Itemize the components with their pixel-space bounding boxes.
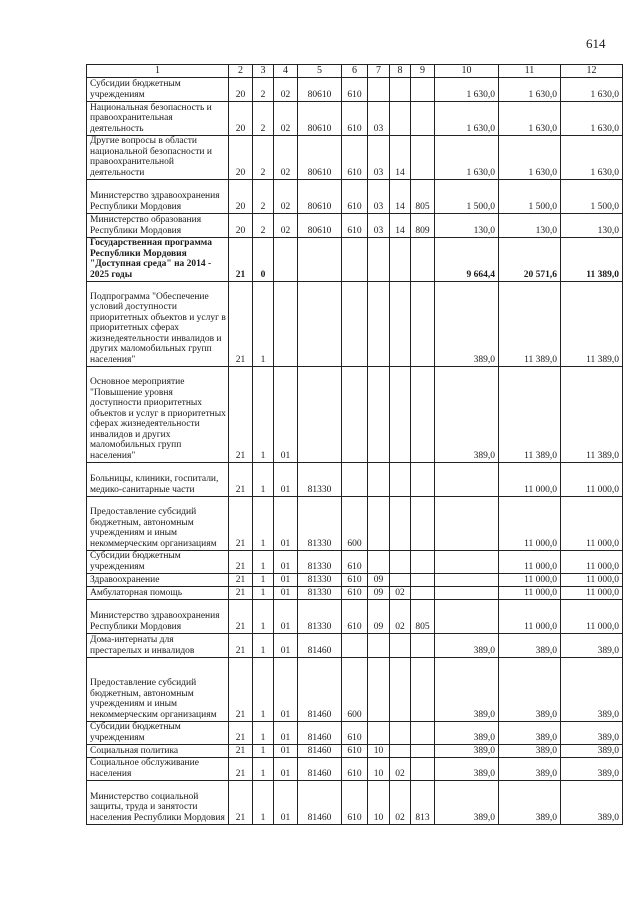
amount-2024: 11 000,0 [499,463,561,497]
gp-code: 02 [274,136,298,180]
prz-code: 1 [253,282,274,367]
rz-code: 21 [229,463,253,497]
amount-2023: 389,0 [435,781,499,825]
subsection-code: 02 [390,781,411,825]
vr-code [342,282,368,367]
rz-code: 21 [229,238,253,282]
rz-code: 21 [229,758,253,781]
vr-code: 610 [342,551,368,574]
gp-code: 02 [274,180,298,214]
gp-code: 01 [274,551,298,574]
amount-2024: 389,0 [499,781,561,825]
gp-code: 01 [274,587,298,600]
table-row [87,463,623,497]
grbs-code [411,102,435,136]
amount-2024: 11 000,0 [499,574,561,587]
csr-code: 81330 [298,574,342,587]
gp-code [274,282,298,367]
amount-2024: 11 389,0 [499,282,561,367]
amount-2025: 1 500,0 [561,180,623,214]
vr-code: 610 [342,745,368,758]
vr-code: 610 [342,180,368,214]
table-row [87,658,623,722]
budget-table [86,64,623,825]
rz-code: 21 [229,367,253,463]
amount-2023: 389,0 [435,658,499,722]
grbs-code [411,574,435,587]
table-row [87,722,623,745]
amount-2023 [435,497,499,551]
vr-code [342,238,368,282]
csr-code: 81460 [298,758,342,781]
row-name: Дома-интернаты для престарелых и инвалидов [87,634,229,658]
section-code: 10 [368,758,390,781]
section-code [368,367,390,463]
subsection-code [390,497,411,551]
table-row [87,136,623,180]
amount-2025: 1 630,0 [561,78,623,102]
table-row [87,574,623,587]
rz-code: 21 [229,722,253,745]
grbs-code [411,745,435,758]
csr-code: 80610 [298,78,342,102]
section-code [368,551,390,574]
amount-2025: 11 000,0 [561,551,623,574]
subsection-code [390,367,411,463]
prz-code: 2 [253,180,274,214]
section-code [368,463,390,497]
grbs-code [411,136,435,180]
gp-code: 01 [274,722,298,745]
subsection-code: 14 [390,214,411,238]
csr-code [298,282,342,367]
amount-2024: 11 000,0 [499,600,561,634]
prz-code: 2 [253,214,274,238]
row-name: Подпрограмма "Обеспечение условий доступности приоритетных объектов и услуг в приоритетных сферах жизнедеятельности инвалидов и других маломобильных групп населения" [87,282,229,367]
csr-code: 81330 [298,551,342,574]
row-name: Министерство здравоохранения Республики Мордовия [87,180,229,214]
table-row [87,78,623,102]
gp-code: 01 [274,745,298,758]
rz-code: 20 [229,78,253,102]
table-row [87,600,623,634]
vr-code [342,634,368,658]
amount-2025: 11 389,0 [561,367,623,463]
prz-code: 1 [253,497,274,551]
row-name: Национальная безопасность и правоохранительная деятельность [87,102,229,136]
rz-code: 21 [229,600,253,634]
prz-code: 2 [253,102,274,136]
section-code [368,634,390,658]
table-row [87,367,623,463]
grbs-code: 809 [411,214,435,238]
grbs-code: 805 [411,180,435,214]
gp-code: 02 [274,214,298,238]
amount-2025: 130,0 [561,214,623,238]
amount-2025: 11 389,0 [561,282,623,367]
csr-code: 81330 [298,463,342,497]
grbs-code [411,587,435,600]
prz-code: 1 [253,463,274,497]
amount-2025: 11 000,0 [561,463,623,497]
table-row [87,745,623,758]
vr-code: 610 [342,574,368,587]
amount-2023 [435,551,499,574]
amount-2024: 11 000,0 [499,551,561,574]
vr-code: 600 [342,658,368,722]
subsection-code [390,658,411,722]
section-code [368,658,390,722]
vr-code: 610 [342,102,368,136]
amount-2024: 389,0 [499,722,561,745]
prz-code: 1 [253,587,274,600]
column-header: 5 [298,65,342,78]
rz-code: 21 [229,282,253,367]
section-code: 03 [368,136,390,180]
row-name: Министерство образования Республики Мордовия [87,214,229,238]
rz-code: 21 [229,745,253,758]
amount-2024: 11 389,0 [499,367,561,463]
rz-code: 20 [229,102,253,136]
grbs-code [411,367,435,463]
vr-code: 610 [342,136,368,180]
csr-code: 81330 [298,600,342,634]
amount-2023 [435,587,499,600]
vr-code: 600 [342,497,368,551]
amount-2025: 11 000,0 [561,574,623,587]
amount-2025: 11 389,0 [561,238,623,282]
table-row [87,282,623,367]
vr-code: 610 [342,214,368,238]
section-code [368,497,390,551]
prz-code: 1 [253,551,274,574]
gp-code: 01 [274,463,298,497]
section-code: 03 [368,102,390,136]
csr-code: 81460 [298,722,342,745]
gp-code: 01 [274,574,298,587]
amount-2025: 389,0 [561,658,623,722]
subsection-code: 02 [390,587,411,600]
row-name: Больницы, клиники, госпитали, медико-санитарные части [87,463,229,497]
csr-code [298,367,342,463]
gp-code: 01 [274,497,298,551]
prz-code: 1 [253,367,274,463]
amount-2024: 130,0 [499,214,561,238]
grbs-code [411,658,435,722]
csr-code: 80610 [298,136,342,180]
prz-code: 1 [253,745,274,758]
prz-code: 1 [253,758,274,781]
amount-2024: 1 500,0 [499,180,561,214]
section-code: 10 [368,745,390,758]
column-header: 7 [368,65,390,78]
table-row [87,497,623,551]
prz-code: 1 [253,574,274,587]
subsection-code: 14 [390,180,411,214]
row-name: Здравоохранение [87,574,229,587]
gp-code: 01 [274,781,298,825]
section-code: 03 [368,180,390,214]
vr-code: 610 [342,587,368,600]
rz-code: 21 [229,574,253,587]
grbs-code [411,282,435,367]
csr-code: 81460 [298,634,342,658]
grbs-code [411,551,435,574]
grbs-code [411,722,435,745]
amount-2024: 389,0 [499,745,561,758]
amount-2024: 389,0 [499,658,561,722]
rz-code: 20 [229,136,253,180]
subsection-code: 14 [390,136,411,180]
grbs-code: 805 [411,600,435,634]
table-row [87,587,623,600]
amount-2023: 389,0 [435,745,499,758]
rz-code: 20 [229,180,253,214]
csr-code: 81330 [298,497,342,551]
rz-code: 21 [229,587,253,600]
page-number: 614 [586,36,606,51]
grbs-code [411,78,435,102]
column-header: 11 [499,65,561,78]
amount-2023: 1 630,0 [435,78,499,102]
section-code: 09 [368,600,390,634]
amount-2025: 389,0 [561,781,623,825]
column-header: 8 [390,65,411,78]
amount-2024: 389,0 [499,634,561,658]
grbs-code [411,758,435,781]
vr-code: 610 [342,78,368,102]
prz-code: 1 [253,781,274,825]
column-header: 4 [274,65,298,78]
subsection-code [390,634,411,658]
section-code: 09 [368,587,390,600]
row-name: Основное мероприятие "Повышение уровня доступности приоритетных объектов и услуг в приоритетных сферах жизнедеятельности инвалидов и других маломобильных групп населения" [87,367,229,463]
subsection-code [390,282,411,367]
gp-code [274,238,298,282]
amount-2023: 130,0 [435,214,499,238]
amount-2025: 11 000,0 [561,497,623,551]
column-header-row [87,65,623,78]
subsection-code [390,745,411,758]
column-header: 1 [87,65,229,78]
amount-2025: 1 630,0 [561,102,623,136]
amount-2025: 389,0 [561,634,623,658]
grbs-code: 813 [411,781,435,825]
amount-2025: 11 000,0 [561,587,623,600]
amount-2024: 1 630,0 [499,78,561,102]
table-row [87,551,623,574]
amount-2023 [435,600,499,634]
vr-code: 610 [342,600,368,634]
csr-code: 80610 [298,180,342,214]
vr-code [342,463,368,497]
rz-code: 21 [229,497,253,551]
amount-2025: 1 630,0 [561,136,623,180]
amount-2025: 389,0 [561,722,623,745]
section-code: 09 [368,574,390,587]
csr-code: 81460 [298,781,342,825]
column-header: 9 [411,65,435,78]
csr-code: 81460 [298,658,342,722]
gp-code: 01 [274,658,298,722]
amount-2024: 1 630,0 [499,136,561,180]
row-name: Субсидии бюджетным учреждениям [87,722,229,745]
vr-code [342,367,368,463]
gp-code: 01 [274,600,298,634]
amount-2024: 1 630,0 [499,102,561,136]
table-row [87,238,623,282]
amount-2023: 1 500,0 [435,180,499,214]
rz-code: 21 [229,781,253,825]
section-code [368,722,390,745]
csr-code [298,238,342,282]
table-row [87,758,623,781]
vr-code: 610 [342,781,368,825]
row-name: Субсидии бюджетным учреждениям [87,551,229,574]
row-name: Предоставление субсидий бюджетным, автономным учреждениям и иным некоммерческим организациям [87,658,229,722]
gp-code: 02 [274,102,298,136]
row-name: Предоставление субсидий бюджетным, автономным учреждениям и иным некоммерческим организациям [87,497,229,551]
amount-2023 [435,463,499,497]
subsection-code [390,463,411,497]
row-name: Субсидии бюджетным учреждениям [87,78,229,102]
gp-code: 01 [274,634,298,658]
row-name: Социальное обслуживание населения [87,758,229,781]
row-name: Социальная политика [87,745,229,758]
table-row [87,781,623,825]
row-name: Амбулаторная помощь [87,587,229,600]
amount-2023: 389,0 [435,758,499,781]
grbs-code [411,497,435,551]
subsection-code [390,238,411,282]
amount-2024: 11 000,0 [499,587,561,600]
gp-code: 01 [274,367,298,463]
column-header: 2 [229,65,253,78]
subsection-code: 02 [390,600,411,634]
section-code [368,238,390,282]
row-name: Министерство социальной защиты, труда и занятости населения Республики Мордовия [87,781,229,825]
grbs-code [411,634,435,658]
subsection-code [390,574,411,587]
amount-2024: 11 000,0 [499,497,561,551]
table-row [87,214,623,238]
section-code: 03 [368,214,390,238]
csr-code: 80610 [298,214,342,238]
csr-code: 81330 [298,587,342,600]
amount-2023: 389,0 [435,722,499,745]
subsection-code [390,722,411,745]
subsection-code [390,78,411,102]
vr-code: 610 [342,722,368,745]
amount-2023: 389,0 [435,282,499,367]
amount-2024: 20 571,6 [499,238,561,282]
amount-2023: 1 630,0 [435,136,499,180]
prz-code: 2 [253,136,274,180]
amount-2023: 9 664,4 [435,238,499,282]
table-row [87,634,623,658]
prz-code: 1 [253,658,274,722]
section-code: 10 [368,781,390,825]
prz-code: 0 [253,238,274,282]
grbs-code [411,463,435,497]
csr-code: 81460 [298,745,342,758]
subsection-code [390,102,411,136]
gp-code: 02 [274,78,298,102]
table-row [87,180,623,214]
prz-code: 1 [253,600,274,634]
amount-2023: 389,0 [435,367,499,463]
amount-2025: 389,0 [561,745,623,758]
rz-code: 21 [229,551,253,574]
prz-code: 2 [253,78,274,102]
prz-code: 1 [253,634,274,658]
amount-2025: 389,0 [561,758,623,781]
section-code [368,282,390,367]
rz-code: 21 [229,634,253,658]
column-header: 6 [342,65,368,78]
amount-2023: 389,0 [435,634,499,658]
column-header: 3 [253,65,274,78]
column-header: 10 [435,65,499,78]
gp-code: 01 [274,758,298,781]
vr-code: 610 [342,758,368,781]
column-header: 12 [561,65,623,78]
subsection-code: 02 [390,758,411,781]
section-code [368,78,390,102]
csr-code: 80610 [298,102,342,136]
amount-2024: 389,0 [499,758,561,781]
amount-2025: 11 000,0 [561,600,623,634]
subsection-code [390,551,411,574]
row-name: Другие вопросы в области национальной безопасности и правоохранительной деятельности [87,136,229,180]
rz-code: 21 [229,658,253,722]
row-name: Министерство здравоохранения Республики Мордовия [87,600,229,634]
rz-code: 20 [229,214,253,238]
prz-code: 1 [253,722,274,745]
row-name: Государственная программа Республики Мордовия "Доступная среда" на 2014 - 2025 годы [87,238,229,282]
table-row [87,102,623,136]
amount-2023 [435,574,499,587]
amount-2023: 1 630,0 [435,102,499,136]
grbs-code [411,238,435,282]
